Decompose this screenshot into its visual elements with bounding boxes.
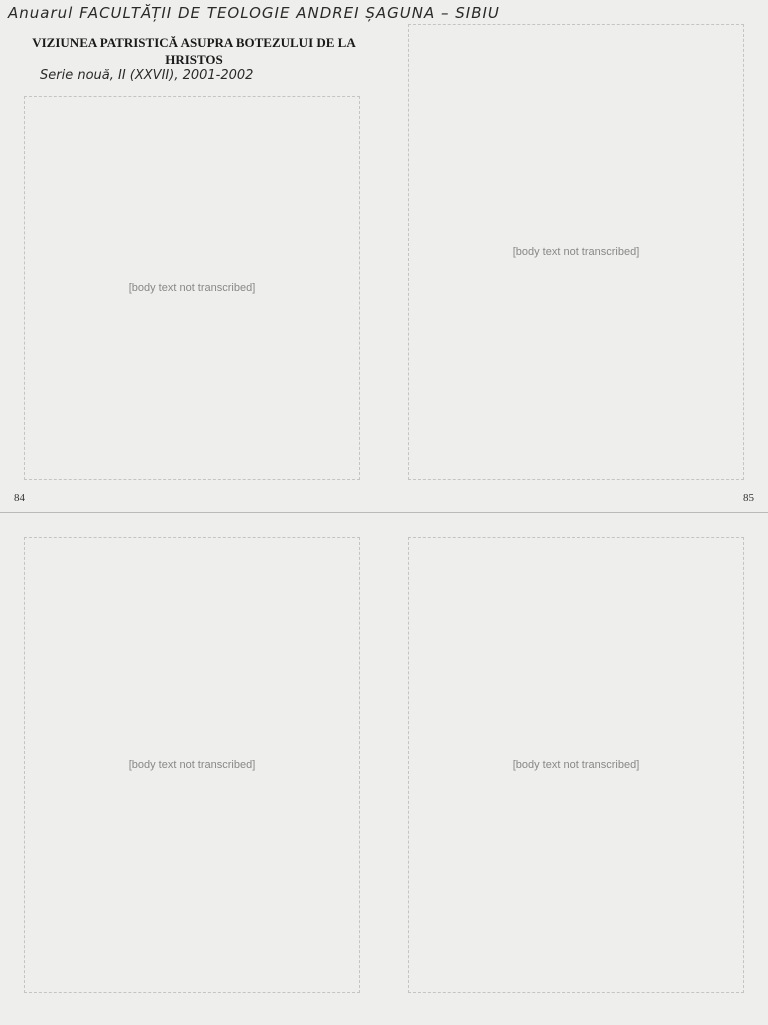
- page-number: 85: [743, 492, 754, 504]
- body-text-placeholder: [body text not transcribed]: [408, 537, 744, 993]
- left-page-84: [0, 0, 500, 512]
- handwritten-journal-title: Anuarul FACULTĂȚII DE TEOLOGIE ANDREI ȘAGUNA – SIBIU: [8, 4, 500, 22]
- right-page-85: [384, 0, 768, 512]
- bottom-spread: [0, 512, 768, 1025]
- body-text-placeholder: [body text not transcribed]: [24, 96, 360, 480]
- left-page: [0, 513, 384, 1025]
- page-number: 84: [14, 492, 25, 504]
- top-spread: [0, 0, 768, 512]
- handwritten-series-note: Serie nouă, II (XXVII), 2001-2002: [40, 68, 254, 83]
- article-title: VIZIUNEA PATRISTICĂ ASUPRA BOTEZULUI DE LA HRISTOS: [32, 35, 356, 67]
- body-text-placeholder: [body text not transcribed]: [24, 537, 360, 993]
- right-page: [384, 513, 768, 1025]
- body-text-placeholder: [body text not transcribed]: [408, 24, 744, 480]
